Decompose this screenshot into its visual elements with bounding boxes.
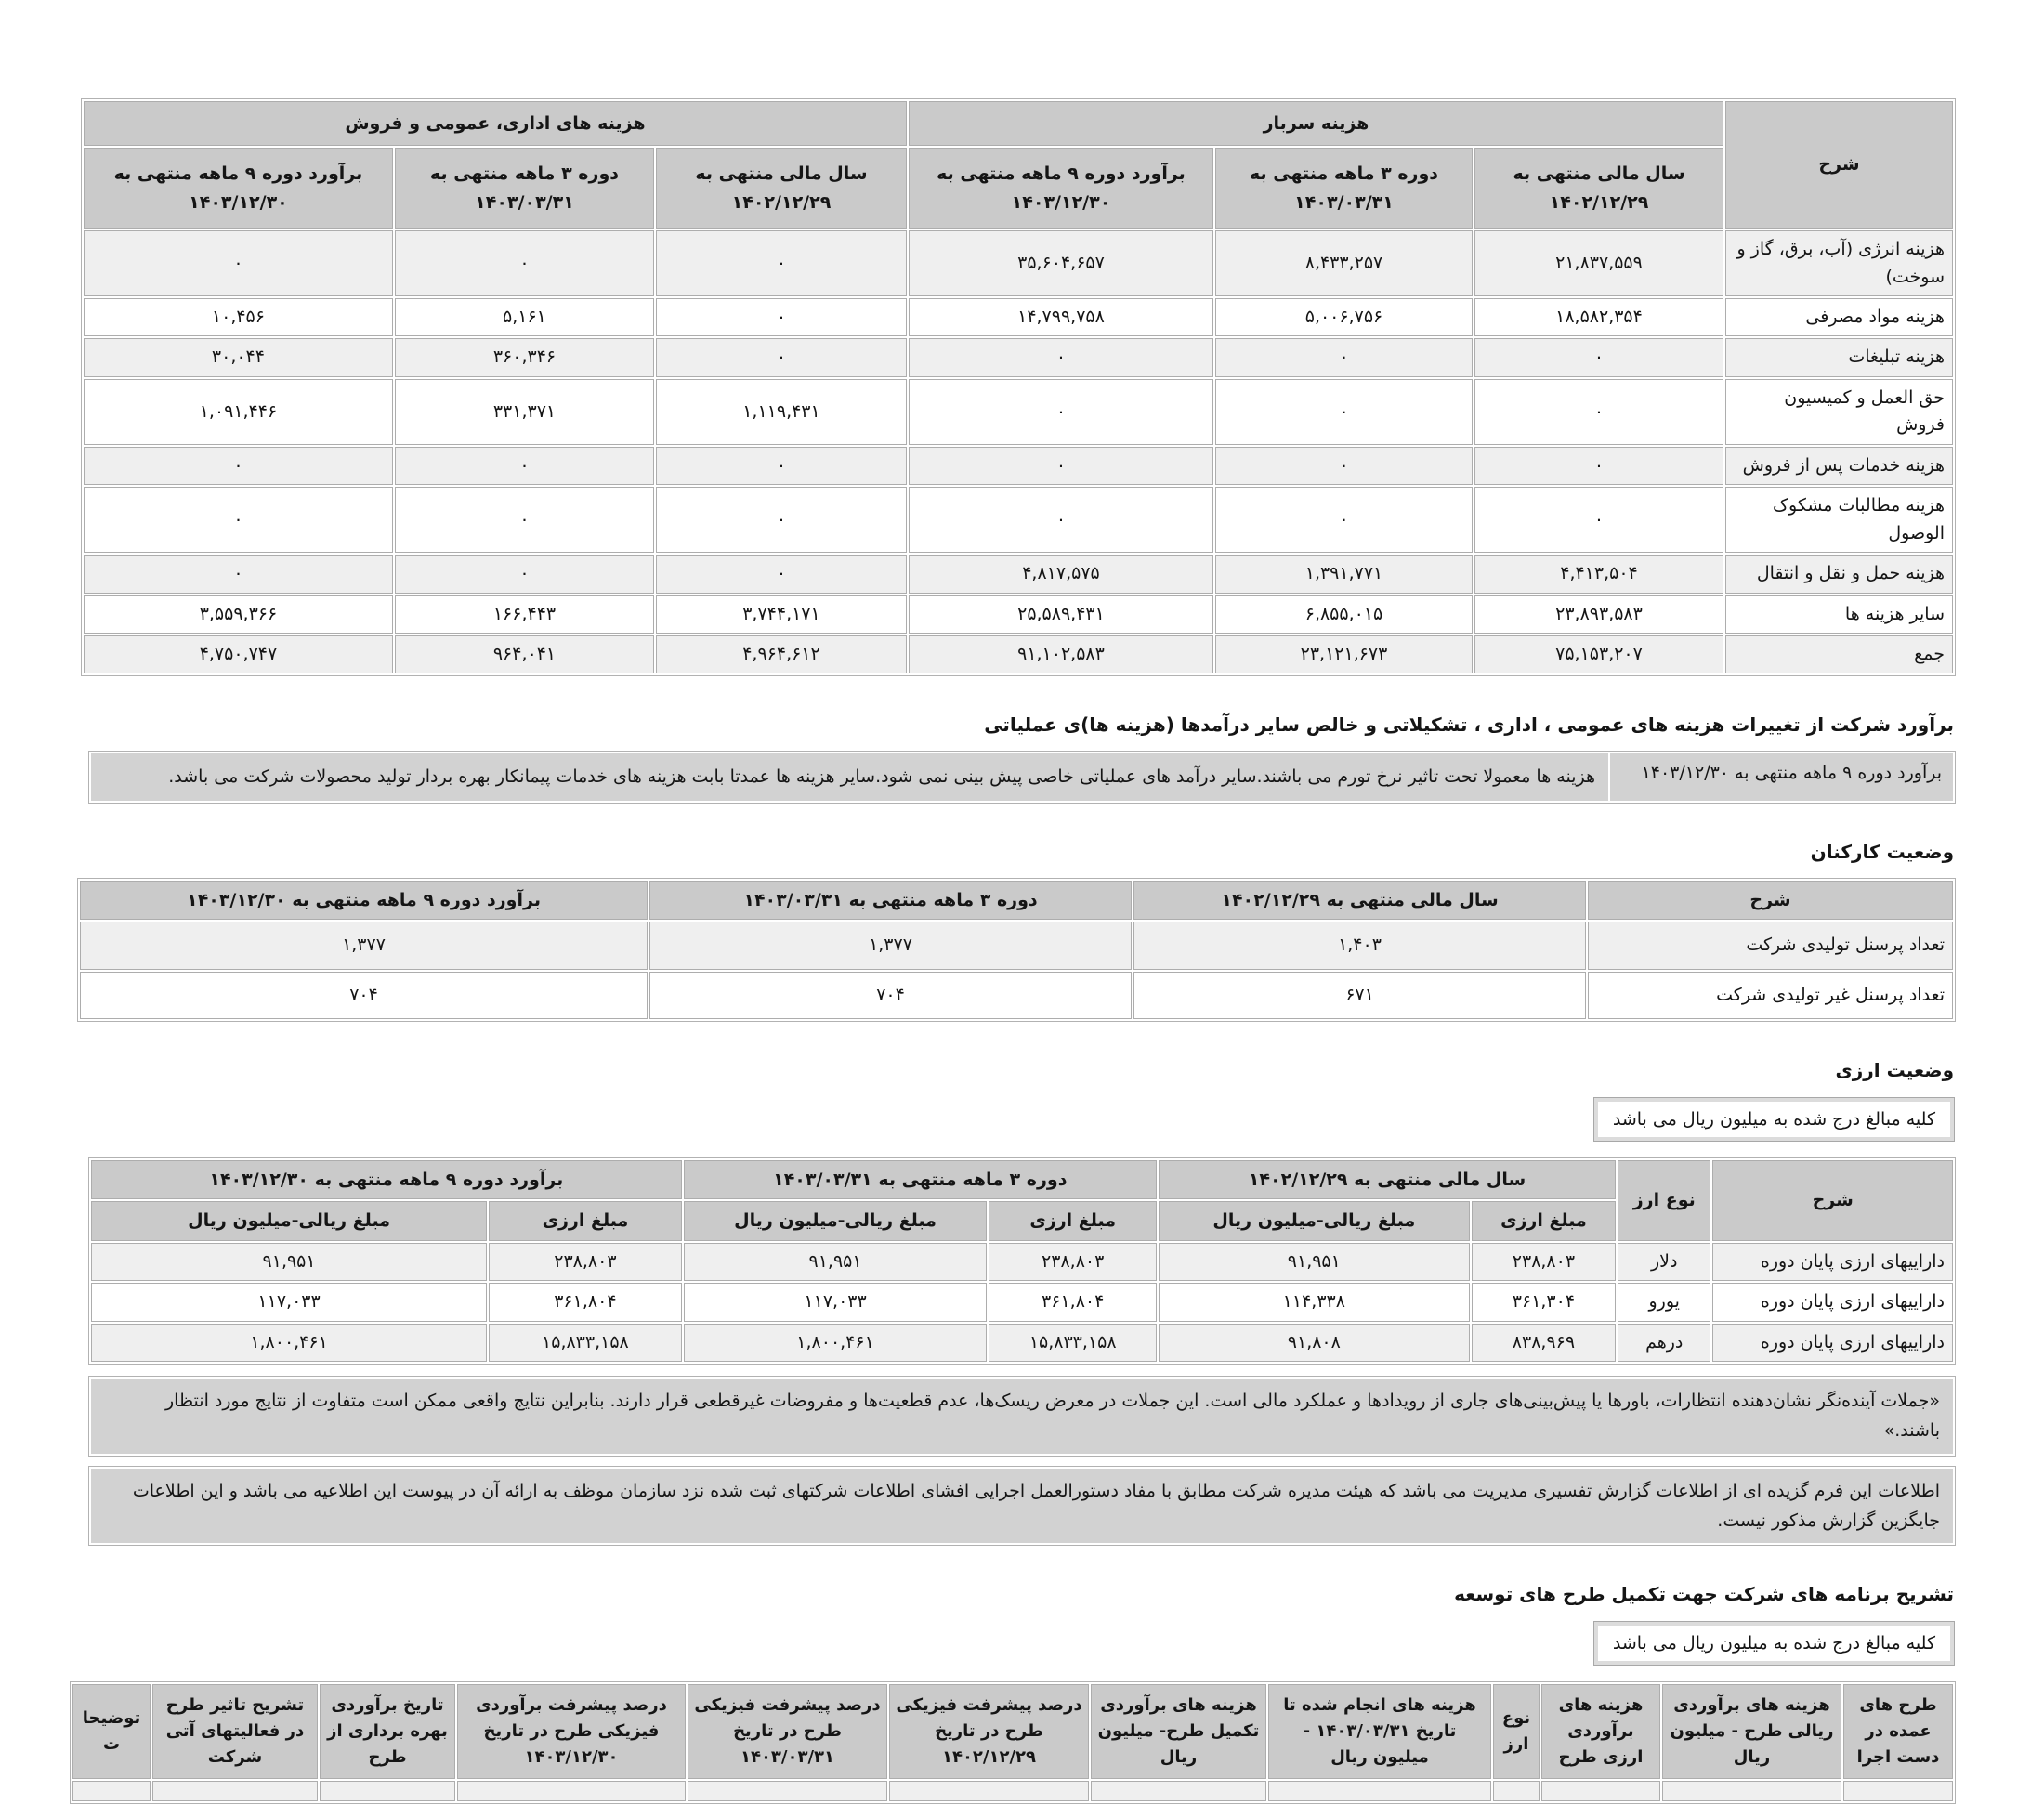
value-cell: ۱۱۷,۰۳۳: [684, 1283, 988, 1321]
staff-desc-header: شرح: [1588, 881, 1953, 920]
expenses-group-admin: هزینه های اداری، عمومی و فروش: [84, 101, 907, 146]
row-label: هزینه انرژی (آب، برق، گاز و سوخت): [1725, 230, 1953, 296]
expenses-table: [81, 98, 1956, 676]
value-cell: ۱,۰۹۱,۴۴۶: [84, 379, 393, 445]
dev-col-progress-estimate: درصد پیشرفت برآوردی فیزیکی طرح در تاریخ ۱۴۰۳/۱۲/۳۰: [457, 1684, 686, 1779]
value-cell: ۰: [395, 230, 654, 296]
currency-desc-header: شرح: [1712, 1160, 1953, 1241]
overhead-col-quarter: دوره ۳ ماهه منتهی به ۱۴۰۳/۰۳/۳۱: [1215, 148, 1473, 229]
expenses-desc-header: شرح: [1725, 101, 1953, 229]
value-cell: ۷۵,۱۵۳,۲۰۷: [1474, 635, 1723, 673]
value-cell: ۰: [909, 487, 1213, 553]
table-row: [91, 1324, 1953, 1362]
value-cell: ۱۸,۵۸۲,۳۵۴: [1474, 298, 1723, 336]
empty-cell: [1268, 1781, 1491, 1801]
value-cell: ۰: [1474, 379, 1723, 445]
value-cell: ۵,۱۶۱: [395, 298, 654, 336]
row-label: هزینه حمل و نقل و انتقال: [1725, 555, 1953, 593]
value-cell: ۳,۷۴۴,۱۷۱: [656, 595, 907, 634]
value-cell: ۵,۰۰۶,۷۵۶: [1215, 298, 1473, 336]
value-cell: ۳۶۱,۸۰۴: [989, 1283, 1156, 1321]
year-fx-header: مبلغ ارزی: [1472, 1201, 1616, 1240]
forward-looking-disclaimer: [88, 1376, 1956, 1457]
value-cell: ۰: [1215, 487, 1473, 553]
year-rial-header: مبلغ ریالی-میلیون ریال: [1159, 1201, 1470, 1240]
admin-col-year: سال مالی منتهی به ۱۴۰۲/۱۲/۲۹: [656, 148, 907, 229]
value-cell: ۱,۳۷۷: [649, 922, 1132, 969]
dev-col-rial-cost: هزینه های برآوردی ریالی طرح - میلیون ریال: [1662, 1684, 1841, 1779]
total-row: [84, 635, 1953, 673]
value-cell: ۲۵,۵۸۹,۴۳۱: [909, 595, 1213, 634]
development-table: [70, 1681, 1956, 1804]
table-row: [91, 1283, 1953, 1321]
expenses-group-overhead: هزینه سربار: [909, 101, 1723, 146]
value-cell: ۹۱,۱۰۲,۵۸۳: [909, 635, 1213, 673]
value-cell: ۲۳,۸۹۳,۵۸۳: [1474, 595, 1723, 634]
value-cell: ۳۶۱,۳۰۴: [1472, 1283, 1616, 1321]
value-cell: ۰: [395, 447, 654, 485]
value-cell: ۰: [1215, 338, 1473, 376]
currency-col-year: سال مالی منتهی به ۱۴۰۲/۱۲/۲۹: [1159, 1160, 1616, 1199]
admin-col-estimate9m: برآورد دوره ۹ ماهه منتهی به ۱۴۰۳/۱۲/۳۰: [84, 148, 393, 229]
currency-table: [88, 1157, 1956, 1365]
value-cell: ۰: [909, 338, 1213, 376]
table-row: [91, 1243, 1953, 1281]
estimate9m-rial-header: مبلغ ریالی-میلیون ریال: [91, 1201, 487, 1240]
development-heading: تشریح برنامه های شرکت جهت تکمیل طرح های توسعه: [1454, 1583, 1954, 1606]
table-row: [84, 555, 1953, 593]
estimate-note-text: هزینه ها معمولا تحت تاثیر نرخ تورم می باشند.سایر درآمد های عملیاتی خاصی پیش بینی نمی شود.سایر هزینه ها عمدتا بابت هزینه های خدمات پیمانکار بهره بردار تولید محصولات شرکت می باشد.: [168, 766, 1595, 788]
estimate-period-label: برآورد دوره ۹ ماهه منتهی به ۱۴۰۳/۱۲/۳۰: [1608, 753, 1953, 800]
value-cell: ۳۵,۶۰۴,۶۵۷: [909, 230, 1213, 296]
dev-col-progress-year: درصد پیشرفت فیزیکی طرح در تاریخ ۱۴۰۲/۱۲/۲۹: [889, 1684, 1089, 1779]
quarter-fx-header: مبلغ ارزی: [989, 1201, 1156, 1240]
value-cell: ۰: [656, 338, 907, 376]
value-cell: ۸۳۸,۹۶۹: [1472, 1324, 1616, 1362]
empty-cell: [1662, 1781, 1841, 1801]
table-row: [84, 338, 1953, 376]
value-cell: ۰: [909, 447, 1213, 485]
table-row: [84, 595, 1953, 634]
value-cell: ۱۵,۸۳۳,۱۵۸: [489, 1324, 682, 1362]
value-cell: ۰: [1474, 447, 1723, 485]
dev-col-completion-cost: هزینه های برآوردی تکمیل طرح- میلیون ریال: [1091, 1684, 1266, 1779]
value-cell: ۱,۳۷۷: [80, 922, 648, 969]
value-cell: ۰: [1215, 379, 1473, 445]
empty-cell: [457, 1781, 686, 1801]
value-cell: ۱۴,۷۹۹,۷۵۸: [909, 298, 1213, 336]
table-row: [84, 230, 1953, 296]
value-cell: ۲۳۸,۸۰۳: [489, 1243, 682, 1281]
row-label: سایر هزینه ها: [1725, 595, 1953, 634]
value-cell: ۳۰,۰۴۴: [84, 338, 393, 376]
empty-cell: [72, 1781, 151, 1801]
empty-cell: [152, 1781, 318, 1801]
value-cell: ۲۳۸,۸۰۳: [989, 1243, 1156, 1281]
value-cell: ۷۰۴: [649, 972, 1132, 1019]
value-cell: ۰: [656, 298, 907, 336]
value-cell: ۱,۸۰۰,۴۶۱: [684, 1324, 988, 1362]
dev-col-fx-cost: هزینه های برآوردی ارزی طرح: [1541, 1684, 1660, 1779]
row-label: داراییهای ارزی پایان دوره: [1712, 1243, 1953, 1281]
value-cell: ۲۳۸,۸۰۳: [1472, 1243, 1616, 1281]
overhead-col-estimate9m: برآورد دوره ۹ ماهه منتهی به ۱۴۰۳/۱۲/۳۰: [909, 148, 1213, 229]
row-label: تعداد پرسنل غیر تولیدی شرکت: [1588, 972, 1953, 1019]
row-label: هزینه مطالبات مشکوک الوصول: [1725, 487, 1953, 553]
development-unit-note: کلیه مبالغ درج شده به میلیون ریال می باشد: [1594, 1622, 1954, 1665]
row-label: جمع: [1725, 635, 1953, 673]
currency-col-estimate9m: برآورد دوره ۹ ماهه منتهی به ۱۴۰۳/۱۲/۳۰: [91, 1160, 682, 1199]
empty-cell: [688, 1781, 887, 1801]
value-cell: ۹۱,۹۵۱: [1159, 1243, 1470, 1281]
staff-col-year: سال مالی منتهی به ۱۴۰۲/۱۲/۲۹: [1133, 881, 1586, 920]
estimate-note-band: [88, 751, 1956, 803]
currency-unit-note: کلیه مبالغ درج شده به میلیون ریال می باشد: [1594, 1098, 1954, 1141]
value-cell: ۰: [1474, 338, 1723, 376]
staff-table: [77, 878, 1956, 1022]
value-cell: ۳,۵۵۹,۳۶۶: [84, 595, 393, 634]
currency-heading: وضعیت ارزی: [1835, 1059, 1954, 1082]
forward-looking-disclaimer-text: «جملات آینده‌نگر نشان‌دهنده انتظارات، باورها یا پیش‌بینی‌های جاری از رویدادها و عملکرد مالی است. این جملات در معرض ریسک‌ها، عدم قطعیت‌ها و مفروضات غیرقطعی قرار دارند. بنابراین نتایج واقعی ممکن است متفاوت از نتایج مورد انتظار باشند.»: [91, 1379, 1953, 1454]
value-cell: ۶۷۱: [1133, 972, 1586, 1019]
dev-col-progress-quarter: درصد پیشرفت فیزیکی طرح در تاریخ ۱۴۰۳/۰۳/۳۱: [688, 1684, 887, 1779]
value-cell: ۰: [395, 487, 654, 553]
value-cell: ۰: [1215, 447, 1473, 485]
value-cell: ۱,۸۰۰,۴۶۱: [91, 1324, 487, 1362]
management-report-disclaimer: [88, 1466, 1956, 1547]
dev-col-impact: تشریح تاثیر طرح در فعالیتهای آتی شرکت: [152, 1684, 318, 1779]
value-cell: ۹۱,۸۰۸: [1159, 1324, 1470, 1362]
value-cell: ۱۰,۴۵۶: [84, 298, 393, 336]
row-label: داراییهای ارزی پایان دوره: [1712, 1283, 1953, 1321]
empty-cell: [1493, 1781, 1540, 1801]
value-cell: ۰: [1474, 487, 1723, 553]
value-cell: ۰: [656, 447, 907, 485]
value-cell: ۱۱۴,۳۳۸: [1159, 1283, 1470, 1321]
row-label: داراییهای ارزی پایان دوره: [1712, 1324, 1953, 1362]
value-cell: ۰: [84, 447, 393, 485]
empty-cell: [889, 1781, 1089, 1801]
row-label: حق العمل و کمیسیون فروش: [1725, 379, 1953, 445]
development-header-row: [72, 1684, 1953, 1779]
currency-type-cell: یورو: [1618, 1283, 1710, 1321]
value-cell: ۲۱,۸۳۷,۵۵۹: [1474, 230, 1723, 296]
value-cell: ۹۶۴,۰۴۱: [395, 635, 654, 673]
dev-col-incurred-cost: هزینه های انجام شده تا تاریخ ۱۴۰۳/۰۳/۳۱ - میلیون ریال: [1268, 1684, 1491, 1779]
staff-header-row: [80, 881, 1953, 920]
management-report-disclaimer-text: اطلاعات این فرم گزیده ای از اطلاعات گزارش تفسیری مدیریت می باشد که هیئت مدیره شرکت مطابق با مفاد دستورالعمل اجرایی افشای اطلاعات شرکتهای ثبت شده نزد سازمان موظف به ارائه آن در پیوست این اطلاعیه می باشد و این اطلاعات جایگزین گزارش مذکور نیست.: [91, 1469, 1953, 1544]
dev-col-notes: توضیحات: [72, 1684, 151, 1779]
currency-type-cell: درهم: [1618, 1324, 1710, 1362]
currency-col-quarter: دوره ۳ ماهه منتهی به ۱۴۰۳/۰۳/۳۱: [684, 1160, 1157, 1199]
value-cell: ۷۰۴: [80, 972, 648, 1019]
value-cell: ۱,۱۱۹,۴۳۱: [656, 379, 907, 445]
value-cell: ۴,۹۶۴,۶۱۲: [656, 635, 907, 673]
quarter-rial-header: مبلغ ریالی-میلیون ریال: [684, 1201, 988, 1240]
empty-cell: [1541, 1781, 1660, 1801]
staff-col-estimate9m: برآورد دوره ۹ ماهه منتهی به ۱۴۰۳/۱۲/۳۰: [80, 881, 648, 920]
value-cell: ۲۳,۱۲۱,۶۷۳: [1215, 635, 1473, 673]
currency-type-cell: دلار: [1618, 1243, 1710, 1281]
currency-type-header: نوع ارز: [1618, 1160, 1710, 1241]
value-cell: ۰: [656, 230, 907, 296]
value-cell: ۰: [84, 487, 393, 553]
dev-col-currency-type: نوع ارز: [1493, 1684, 1540, 1779]
value-cell: ۴,۴۱۳,۵۰۴: [1474, 555, 1723, 593]
staff-heading: وضعیت کارکنان: [1810, 840, 1954, 863]
table-row: [80, 972, 1953, 1019]
expenses-group-header-row: [84, 101, 1953, 146]
value-cell: ۹۱,۹۵۱: [91, 1243, 487, 1281]
row-label: تعداد پرسنل تولیدی شرکت: [1588, 922, 1953, 969]
value-cell: ۱۵,۸۳۳,۱۵۸: [989, 1324, 1156, 1362]
value-cell: ۳۶۱,۸۰۴: [489, 1283, 682, 1321]
table-row: [84, 379, 1953, 445]
dev-col-operation-date: تاریخ برآوردی بهره برداری از طرح: [320, 1684, 455, 1779]
table-row: [84, 487, 1953, 553]
empty-row: [72, 1781, 1953, 1801]
value-cell: ۶,۸۵۵,۰۱۵: [1215, 595, 1473, 634]
row-label: هزینه مواد مصرفی: [1725, 298, 1953, 336]
table-row: [84, 447, 1953, 485]
value-cell: ۳۳۱,۳۷۱: [395, 379, 654, 445]
currency-group-header-row: [91, 1160, 1953, 1199]
table-row: [84, 298, 1953, 336]
admin-col-quarter: دوره ۳ ماهه منتهی به ۱۴۰۳/۰۳/۳۱: [395, 148, 654, 229]
value-cell: ۰: [395, 555, 654, 593]
value-cell: ۱۶۶,۴۴۳: [395, 595, 654, 634]
row-label: هزینه تبلیغات: [1725, 338, 1953, 376]
row-label: هزینه خدمات پس از فروش: [1725, 447, 1953, 485]
value-cell: ۱,۳۹۱,۷۷۱: [1215, 555, 1473, 593]
value-cell: ۱۱۷,۰۳۳: [91, 1283, 487, 1321]
empty-cell: [1843, 1781, 1953, 1801]
staff-col-quarter: دوره ۳ ماهه منتهی به ۱۴۰۳/۰۳/۳۱: [649, 881, 1132, 920]
value-cell: ۴,۷۵۰,۷۴۷: [84, 635, 393, 673]
table-row: [80, 922, 1953, 969]
estimate-changes-heading: برآورد شرکت از تغییرات هزینه های عمومی ، اداری ، تشکیلاتی و خالص سایر درآمدها (هزینه ها)ی عملیاتی: [984, 713, 1954, 737]
overhead-col-year: سال مالی منتهی به ۱۴۰۲/۱۲/۲۹: [1474, 148, 1723, 229]
empty-cell: [1091, 1781, 1266, 1801]
value-cell: ۳۶۰,۳۴۶: [395, 338, 654, 376]
value-cell: ۰: [909, 379, 1213, 445]
empty-cell: [320, 1781, 455, 1801]
expenses-subheader-row: [84, 148, 1953, 229]
value-cell: ۹۱,۹۵۱: [684, 1243, 988, 1281]
value-cell: ۰: [84, 230, 393, 296]
value-cell: ۸,۴۳۳,۲۵۷: [1215, 230, 1473, 296]
estimate9m-fx-header: مبلغ ارزی: [489, 1201, 682, 1240]
value-cell: ۴,۸۱۷,۵۷۵: [909, 555, 1213, 593]
value-cell: ۱,۴۰۳: [1133, 922, 1586, 969]
value-cell: ۰: [656, 555, 907, 593]
dev-col-projects: طرح های عمده در دست اجرا: [1843, 1684, 1953, 1779]
value-cell: ۰: [656, 487, 907, 553]
value-cell: ۰: [84, 555, 393, 593]
